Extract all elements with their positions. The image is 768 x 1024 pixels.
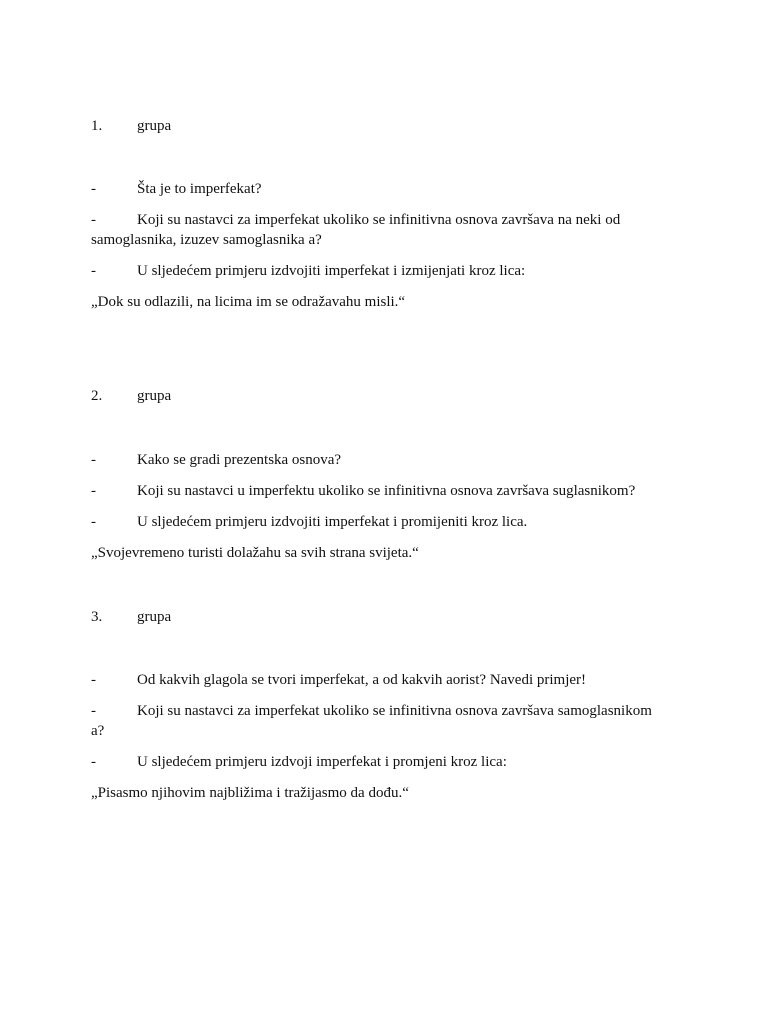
- bullet-dash: -: [91, 703, 96, 719]
- group-1-quote: „Dok su odlazili, na licima im se odražavahu misli.“: [91, 294, 406, 310]
- group-1-question-3: [91, 261, 681, 281]
- group-1-question-2: [91, 210, 681, 230]
- group-3-quote: „Pisasmo njihovim najbližima i tražijasmo da dođu.“: [91, 785, 409, 801]
- group-1-number: 1.: [91, 118, 103, 134]
- group-3-number: 3.: [91, 609, 103, 625]
- question-text: Kako se gradi prezentska osnova?: [137, 452, 342, 468]
- bullet-dash: -: [91, 754, 96, 770]
- question-text: Šta je to imperfekat?: [137, 181, 262, 197]
- group-2-question-1: [91, 450, 681, 470]
- group-3-question-3: [91, 752, 681, 772]
- group-1-question-1: [91, 179, 681, 199]
- question-text: U sljedećem primjeru izdvojiti imperfekat i izmijenjati kroz lica:: [137, 263, 526, 279]
- group-3-question-2-continuation: a?: [91, 723, 105, 739]
- bullet-dash: -: [91, 672, 96, 688]
- group-3-question-2: [91, 701, 681, 721]
- bullet-dash: -: [91, 212, 96, 228]
- bullet-dash: -: [91, 483, 96, 499]
- question-text: Od kakvih glagola se tvori imperfekat, a od kakvih aorist? Navedi primjer!: [137, 672, 587, 688]
- bullet-dash: -: [91, 263, 96, 279]
- group-3-heading: [91, 607, 681, 627]
- group-1-label: grupa: [137, 118, 172, 134]
- question-text: U sljedećem primjeru izdvojiti imperfekat i promijeniti kroz lica.: [137, 514, 528, 530]
- group-2-label: grupa: [137, 388, 172, 404]
- question-text: U sljedećem primjeru izdvoji imperfekat i promjeni kroz lica:: [137, 754, 507, 770]
- bullet-dash: -: [91, 181, 96, 197]
- question-text: Koji su nastavci za imperfekat ukoliko se infinitivna osnova završava samoglasnikom: [137, 703, 652, 719]
- bullet-dash: -: [91, 452, 96, 468]
- group-2-question-3: [91, 512, 681, 532]
- group-3-label: grupa: [137, 609, 172, 625]
- group-1-question-2-continuation: samoglasnika, izuzev samoglasnika a?: [91, 232, 322, 248]
- group-3-question-1: [91, 670, 681, 690]
- group-2-number: 2.: [91, 388, 103, 404]
- question-text: Koji su nastavci u imperfektu ukoliko se infinitivna osnova završava suglasnikom?: [137, 483, 636, 499]
- group-2-quote: „Svojevremeno turisti dolažahu sa svih strana svijeta.“: [91, 545, 419, 561]
- group-2-heading: [91, 386, 681, 406]
- group-2-question-2: [91, 481, 681, 501]
- bullet-dash: -: [91, 514, 96, 530]
- group-1-heading: [91, 116, 681, 136]
- question-text: Koji su nastavci za imperfekat ukoliko se infinitivna osnova završava na neki od: [137, 212, 621, 228]
